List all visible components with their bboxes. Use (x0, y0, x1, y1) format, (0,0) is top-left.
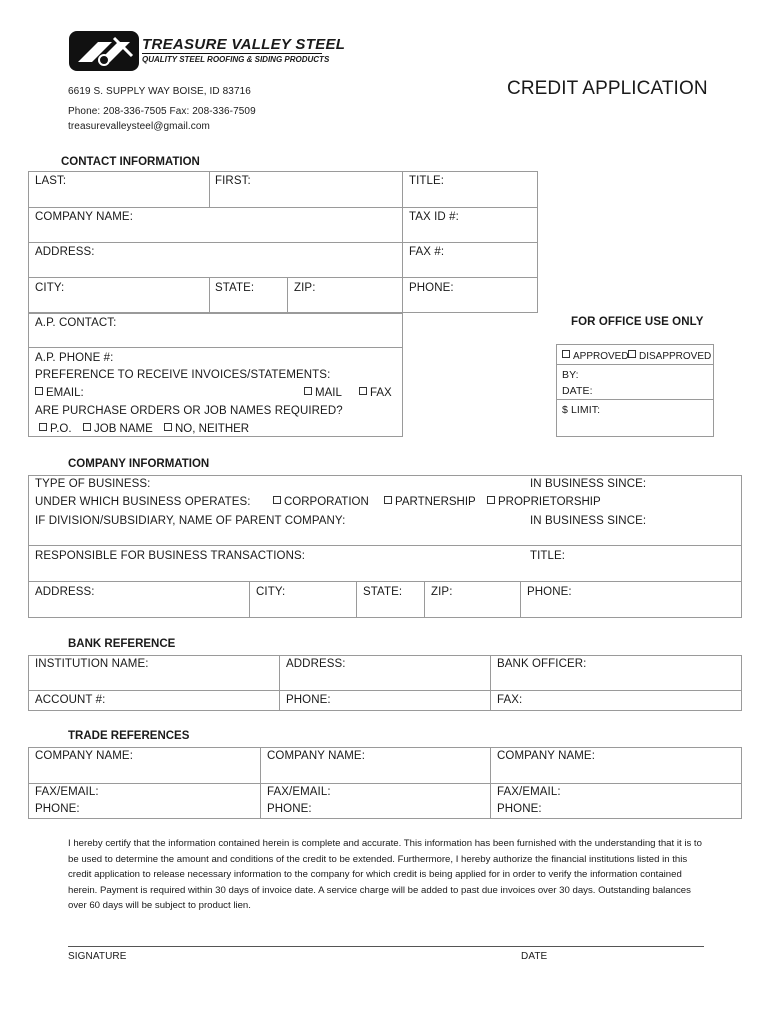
approved-option[interactable]: APPROVED (562, 350, 629, 362)
in-business-since-field[interactable]: IN BUSINESS SINCE: (530, 478, 647, 490)
proprietorship-option[interactable]: PROPRIETORSHIP (487, 496, 601, 508)
proprietorship-checkbox[interactable] (487, 496, 495, 504)
fax-checkbox[interactable] (359, 387, 367, 395)
company-logo (68, 30, 346, 72)
ap-phone-field[interactable]: A.P. PHONE #: (35, 352, 114, 364)
mail-option[interactable]: MAIL (304, 387, 342, 399)
trade-3-fax-email-field[interactable]: FAX/EMAIL: (497, 786, 561, 798)
partnership-option[interactable]: PARTNERSHIP (384, 496, 476, 508)
fax-field[interactable]: FAX #: (409, 246, 445, 258)
office-by-field[interactable]: BY: (562, 369, 579, 381)
company-phone-field[interactable]: PHONE: (527, 586, 572, 598)
business-type-field[interactable]: TYPE OF BUSINESS: (35, 478, 151, 490)
logo-emblem-icon (68, 30, 140, 72)
responsible-field[interactable]: RESPONSIBLE FOR BUSINESS TRANSACTIONS: (35, 550, 306, 562)
trade-3-phone-field[interactable]: PHONE: (497, 803, 542, 815)
email-option[interactable]: EMAIL: (35, 387, 84, 399)
trade-1-company-field[interactable]: COMPANY NAME: (35, 750, 133, 762)
bank-phone-field[interactable]: PHONE: (286, 694, 331, 706)
preference-label: PREFERENCE TO RECEIVE INVOICES/STATEMENTS: (35, 369, 331, 381)
signature-line[interactable] (68, 946, 704, 947)
institution-name-field[interactable]: INSTITUTION NAME: (35, 658, 149, 670)
disapproved-checkbox[interactable] (628, 350, 636, 358)
company-zip-field[interactable]: ZIP: (431, 586, 453, 598)
parent-company-field[interactable]: IF DIVISION/SUBSIDIARY, NAME OF PARENT COMPANY: (35, 515, 346, 527)
po-checkbox[interactable] (39, 423, 47, 431)
bank-officer-field[interactable]: BANK OFFICER: (497, 658, 587, 670)
form-title: CREDIT APPLICATION (507, 78, 708, 99)
trade-3-company-field[interactable]: COMPANY NAME: (497, 750, 595, 762)
po-option[interactable]: P.O. (39, 423, 72, 435)
tax-id-field[interactable]: TAX ID #: (409, 211, 459, 223)
operates-label: UNDER WHICH BUSINESS OPERATES: (35, 496, 251, 508)
disapproved-option[interactable]: DISAPPROVED (628, 350, 711, 362)
logo-tagline: QUALITY STEEL ROOFING & SIDING PRODUCTS (142, 55, 330, 64)
company-info-heading: COMPANY INFORMATION (68, 458, 210, 470)
corporation-option[interactable]: CORPORATION (273, 496, 369, 508)
company-city-field[interactable]: CITY: (256, 586, 286, 598)
company-phone-fax: Phone: 208-336-7505 Fax: 208-336-7509 (68, 106, 256, 117)
city-field[interactable]: CITY: (35, 282, 65, 294)
company-address-field[interactable]: ADDRESS: (35, 586, 95, 598)
last-name-field[interactable]: LAST: (35, 175, 67, 187)
trade-2-phone-field[interactable]: PHONE: (267, 803, 312, 815)
first-name-field[interactable]: FIRST: (215, 175, 251, 187)
trade-1-phone-field[interactable]: PHONE: (35, 803, 80, 815)
office-heading: FOR OFFICE USE ONLY (571, 316, 704, 328)
neither-option[interactable]: NO, NEITHER (164, 423, 249, 435)
partnership-checkbox[interactable] (384, 496, 392, 504)
title-field[interactable]: TITLE: (409, 175, 445, 187)
job-name-option[interactable]: JOB NAME (83, 423, 153, 435)
office-date-field[interactable]: DATE: (562, 385, 593, 397)
signature-label: SIGNATURE (68, 951, 127, 962)
approved-checkbox[interactable] (562, 350, 570, 358)
bank-heading: BANK REFERENCE (68, 638, 176, 650)
po-question: ARE PURCHASE ORDERS OR JOB NAMES REQUIRED? (35, 405, 343, 417)
corporation-checkbox[interactable] (273, 496, 281, 504)
mail-checkbox[interactable] (304, 387, 312, 395)
bank-fax-field[interactable]: FAX: (497, 694, 523, 706)
zip-field[interactable]: ZIP: (294, 282, 316, 294)
company-email: treasurevalleysteel@gmail.com (68, 121, 210, 132)
trade-1-fax-email-field[interactable]: FAX/EMAIL: (35, 786, 99, 798)
address-field[interactable]: ADDRESS: (35, 246, 95, 258)
responsible-title-field[interactable]: TITLE: (530, 550, 566, 562)
certification-text: I hereby certify that the information contained herein is complete and accurate. This information has been furnished with the understanding that it is to be used to determine the amount and conditions of the credit to be extended. Furthermore, I hereby authorize the financial institutions listed in this credit application to release necessary information to the company for which credit is being applied for in order to verify the information contained herein. Payment is required within 30 days of invoice date. A service charge will be added to past due invoices over 30 days. Outstanding balances over 60 days will be subject to product lien. (68, 838, 702, 911)
email-checkbox[interactable] (35, 387, 43, 395)
trade-2-company-field[interactable]: COMPANY NAME: (267, 750, 365, 762)
fax-option[interactable]: FAX (359, 387, 392, 399)
in-business-since-2-field[interactable]: IN BUSINESS SINCE: (530, 515, 647, 527)
logo-name: TREASURE VALLEY STEEL (142, 36, 346, 53)
bank-address-field[interactable]: ADDRESS: (286, 658, 346, 670)
date-label: DATE (521, 951, 548, 962)
neither-checkbox[interactable] (164, 423, 172, 431)
contact-heading: CONTACT INFORMATION (61, 156, 200, 168)
trade-2-fax-email-field[interactable]: FAX/EMAIL: (267, 786, 331, 798)
office-limit-field[interactable]: $ LIMIT: (562, 404, 601, 416)
company-address: 6619 S. SUPPLY WAY BOISE, ID 83716 (68, 86, 251, 97)
job-name-checkbox[interactable] (83, 423, 91, 431)
logo-underline (142, 53, 322, 54)
trade-heading: TRADE REFERENCES (68, 730, 190, 742)
state-field[interactable]: STATE: (215, 282, 255, 294)
company-name-field[interactable]: COMPANY NAME: (35, 211, 133, 223)
company-state-field[interactable]: STATE: (363, 586, 403, 598)
phone-field[interactable]: PHONE: (409, 282, 454, 294)
account-number-field[interactable]: ACCOUNT #: (35, 694, 106, 706)
ap-contact-field[interactable]: A.P. CONTACT: (35, 317, 117, 329)
